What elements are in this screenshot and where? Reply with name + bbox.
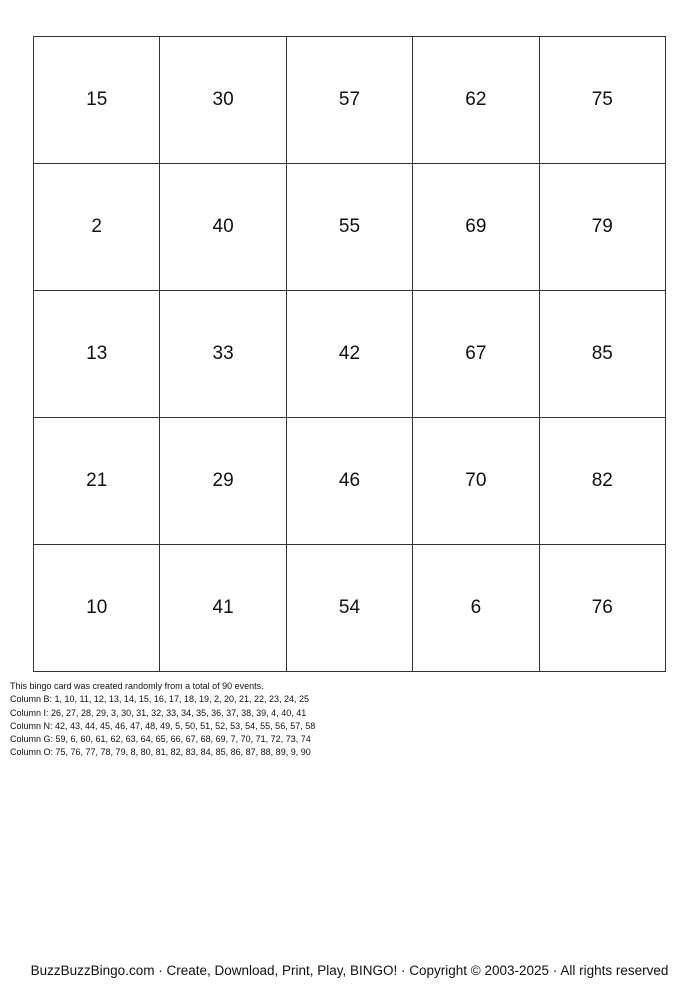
column-i-list: Column I: 26, 27, 28, 29, 3, 30, 31, 32, 33, 34, 35, 36, 37, 38, 39, 4, 40, 41: [10, 707, 307, 718]
bingo-row: [34, 164, 666, 291]
column-g-list: Column G: 59, 6, 60, 61, 62, 63, 64, 65, 66, 67, 68, 69, 7, 70, 71, 72, 73, 74: [10, 734, 311, 745]
page-footer: BuzzBuzzBingo.com · Create, Download, Print, Play, BINGO! · Copyright © 2003-2025 · All rights reserved: [30, 963, 669, 978]
bingo-cell: 15: [34, 37, 160, 164]
bingo-row: [34, 545, 666, 672]
bingo-row: [34, 418, 666, 545]
bingo-row: [34, 37, 666, 164]
bingo-cell: 6: [413, 545, 539, 672]
bingo-cell: 42: [286, 291, 412, 418]
bingo-card: [33, 36, 666, 672]
bingo-row: [34, 291, 666, 418]
bingo-cell: 75: [539, 37, 665, 164]
bingo-cell: 2: [34, 164, 160, 291]
bingo-cell: 79: [539, 164, 665, 291]
bingo-cell: 67: [413, 291, 539, 418]
bingo-cell: 21: [34, 418, 160, 545]
bingo-cell: 69: [413, 164, 539, 291]
bingo-cell: 55: [286, 164, 412, 291]
column-b-list: Column B: 1, 10, 11, 12, 13, 14, 15, 16, 17, 18, 19, 2, 20, 21, 22, 23, 24, 25: [10, 694, 310, 705]
bingo-cell: 29: [160, 418, 286, 545]
card-info: [10, 680, 690, 760]
bingo-cell: 10: [34, 545, 160, 672]
bingo-cell: 54: [286, 545, 412, 672]
bingo-cell: 40: [160, 164, 286, 291]
bingo-cell: 62: [413, 37, 539, 164]
bingo-cell: 85: [539, 291, 665, 418]
bingo-cell: 33: [160, 291, 286, 418]
bingo-cell: 70: [413, 418, 539, 545]
card-info-intro: This bingo card was created randomly from a total of 90 events.: [10, 681, 264, 691]
column-o-list: Column O: 75, 76, 77, 78, 79, 8, 80, 81, 82, 83, 84, 85, 86, 87, 88, 89, 9, 90: [10, 747, 311, 758]
bingo-cell: 76: [539, 545, 665, 672]
bingo-cell: 41: [160, 545, 286, 672]
bingo-cell: 13: [34, 291, 160, 418]
column-n-list: Column N: 42, 43, 44, 45, 46, 47, 48, 49, 5, 50, 51, 52, 53, 54, 55, 56, 57, 58: [10, 720, 316, 731]
bingo-cell: 57: [286, 37, 412, 164]
bingo-cell: 30: [160, 37, 286, 164]
bingo-cell: 82: [539, 418, 665, 545]
bingo-cell: 46: [286, 418, 412, 545]
